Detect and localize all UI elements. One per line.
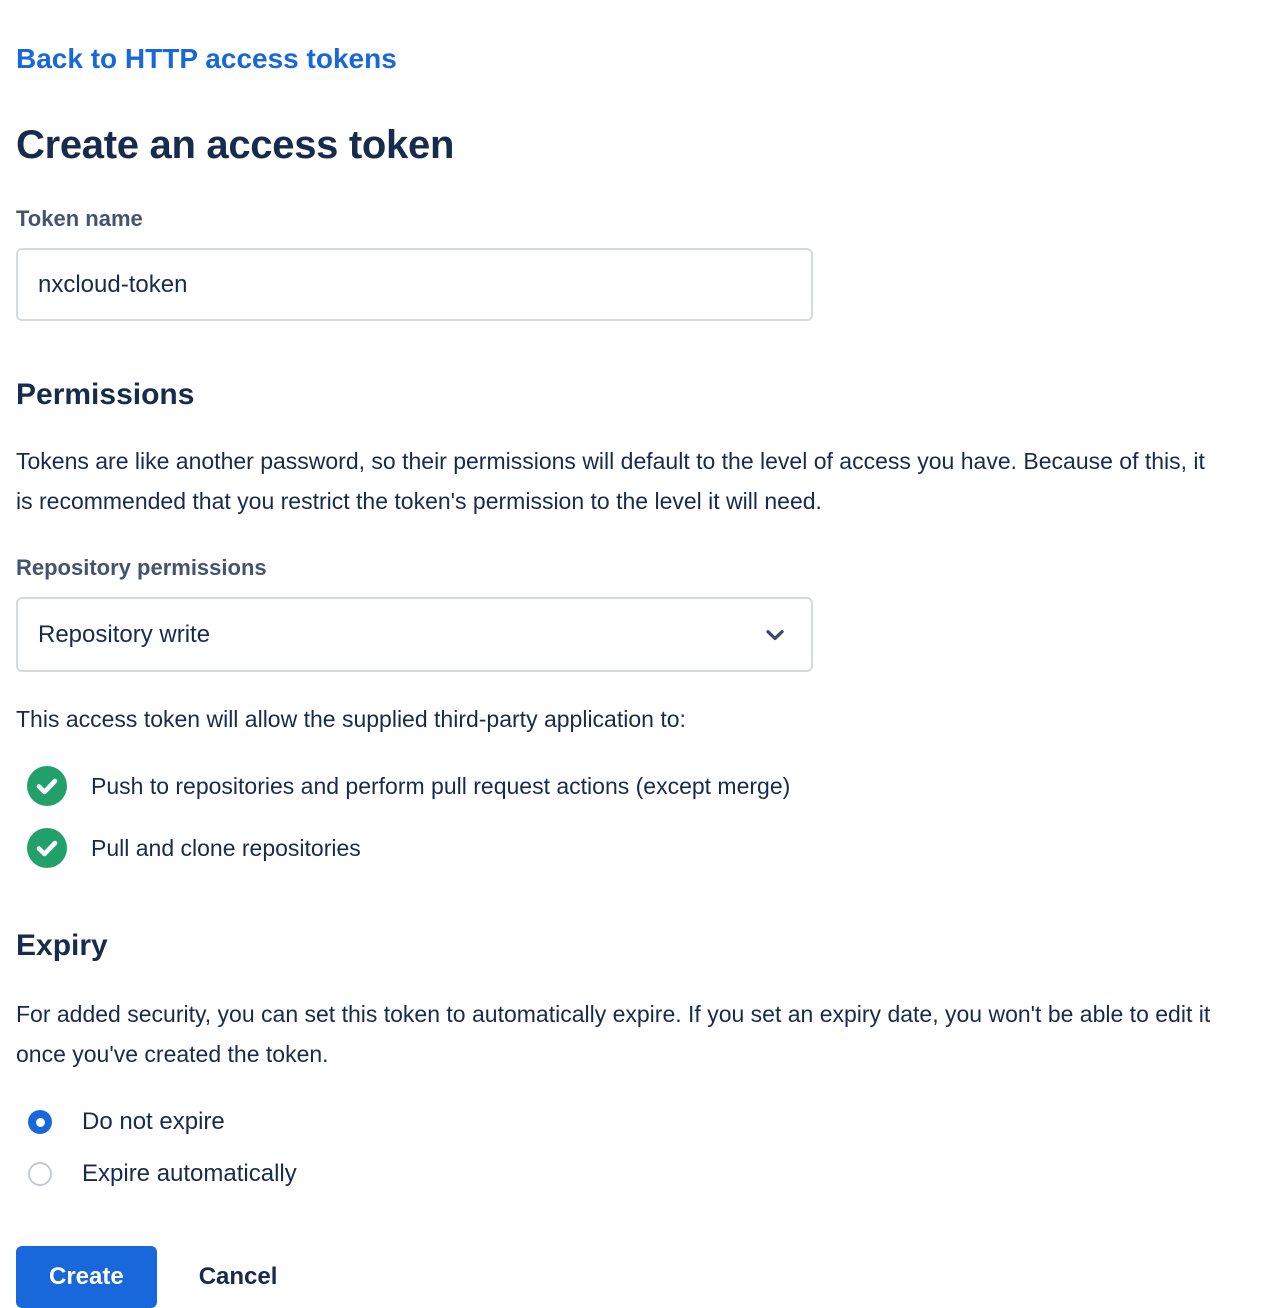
repository-permissions-select[interactable]	[16, 597, 813, 672]
expiry-heading: Expiry	[16, 929, 108, 962]
radio-label: Do not expire	[82, 1108, 225, 1135]
permissions-description: Tokens are like another password, so their permissions will default to the level of access you have. Because of this, it is recommended that you restrict the token's permission to the level it will need.	[16, 448, 1205, 514]
radio-label: Expire automatically	[82, 1160, 297, 1187]
cancel-button[interactable]: Cancel	[198, 1263, 278, 1290]
form-actions	[16, 1246, 1258, 1308]
permissions-heading: Permissions	[16, 378, 195, 411]
radio-unselected-icon[interactable]	[28, 1162, 52, 1186]
radio-option-expire-automatically[interactable]	[16, 1160, 1258, 1188]
create-button[interactable]: Create	[16, 1246, 157, 1308]
allow-intro-text: This access token will allow the supplied third-party application to:	[16, 706, 686, 732]
repository-permissions-selected-value: Repository write	[38, 620, 211, 648]
granted-permissions-list	[16, 766, 1258, 868]
expiry-radio-group	[16, 1108, 1258, 1188]
expiry-description: For added security, you can set this token to automatically expire. If you set an expiry date, you won't be able to edit it once you've created the token.	[16, 1001, 1211, 1067]
token-name-label: Token name	[16, 206, 143, 231]
granted-permission-text: Push to repositories and perform pull request actions (except merge)	[91, 772, 791, 799]
token-name-input[interactable]	[16, 248, 813, 321]
chevron-down-icon	[761, 621, 789, 649]
page-title: Create an access token	[16, 123, 455, 167]
back-to-http-access-tokens-link[interactable]: Back to HTTP access tokens	[16, 43, 397, 74]
radio-selected-icon[interactable]	[28, 1110, 52, 1134]
repository-permissions-label: Repository permissions	[16, 555, 267, 580]
radio-option-do-not-expire[interactable]	[16, 1108, 1258, 1136]
list-item	[16, 828, 1258, 868]
granted-permission-text: Pull and clone repositories	[91, 834, 361, 861]
list-item	[16, 766, 1258, 806]
check-circle-icon	[27, 766, 67, 806]
check-circle-icon	[27, 828, 67, 868]
